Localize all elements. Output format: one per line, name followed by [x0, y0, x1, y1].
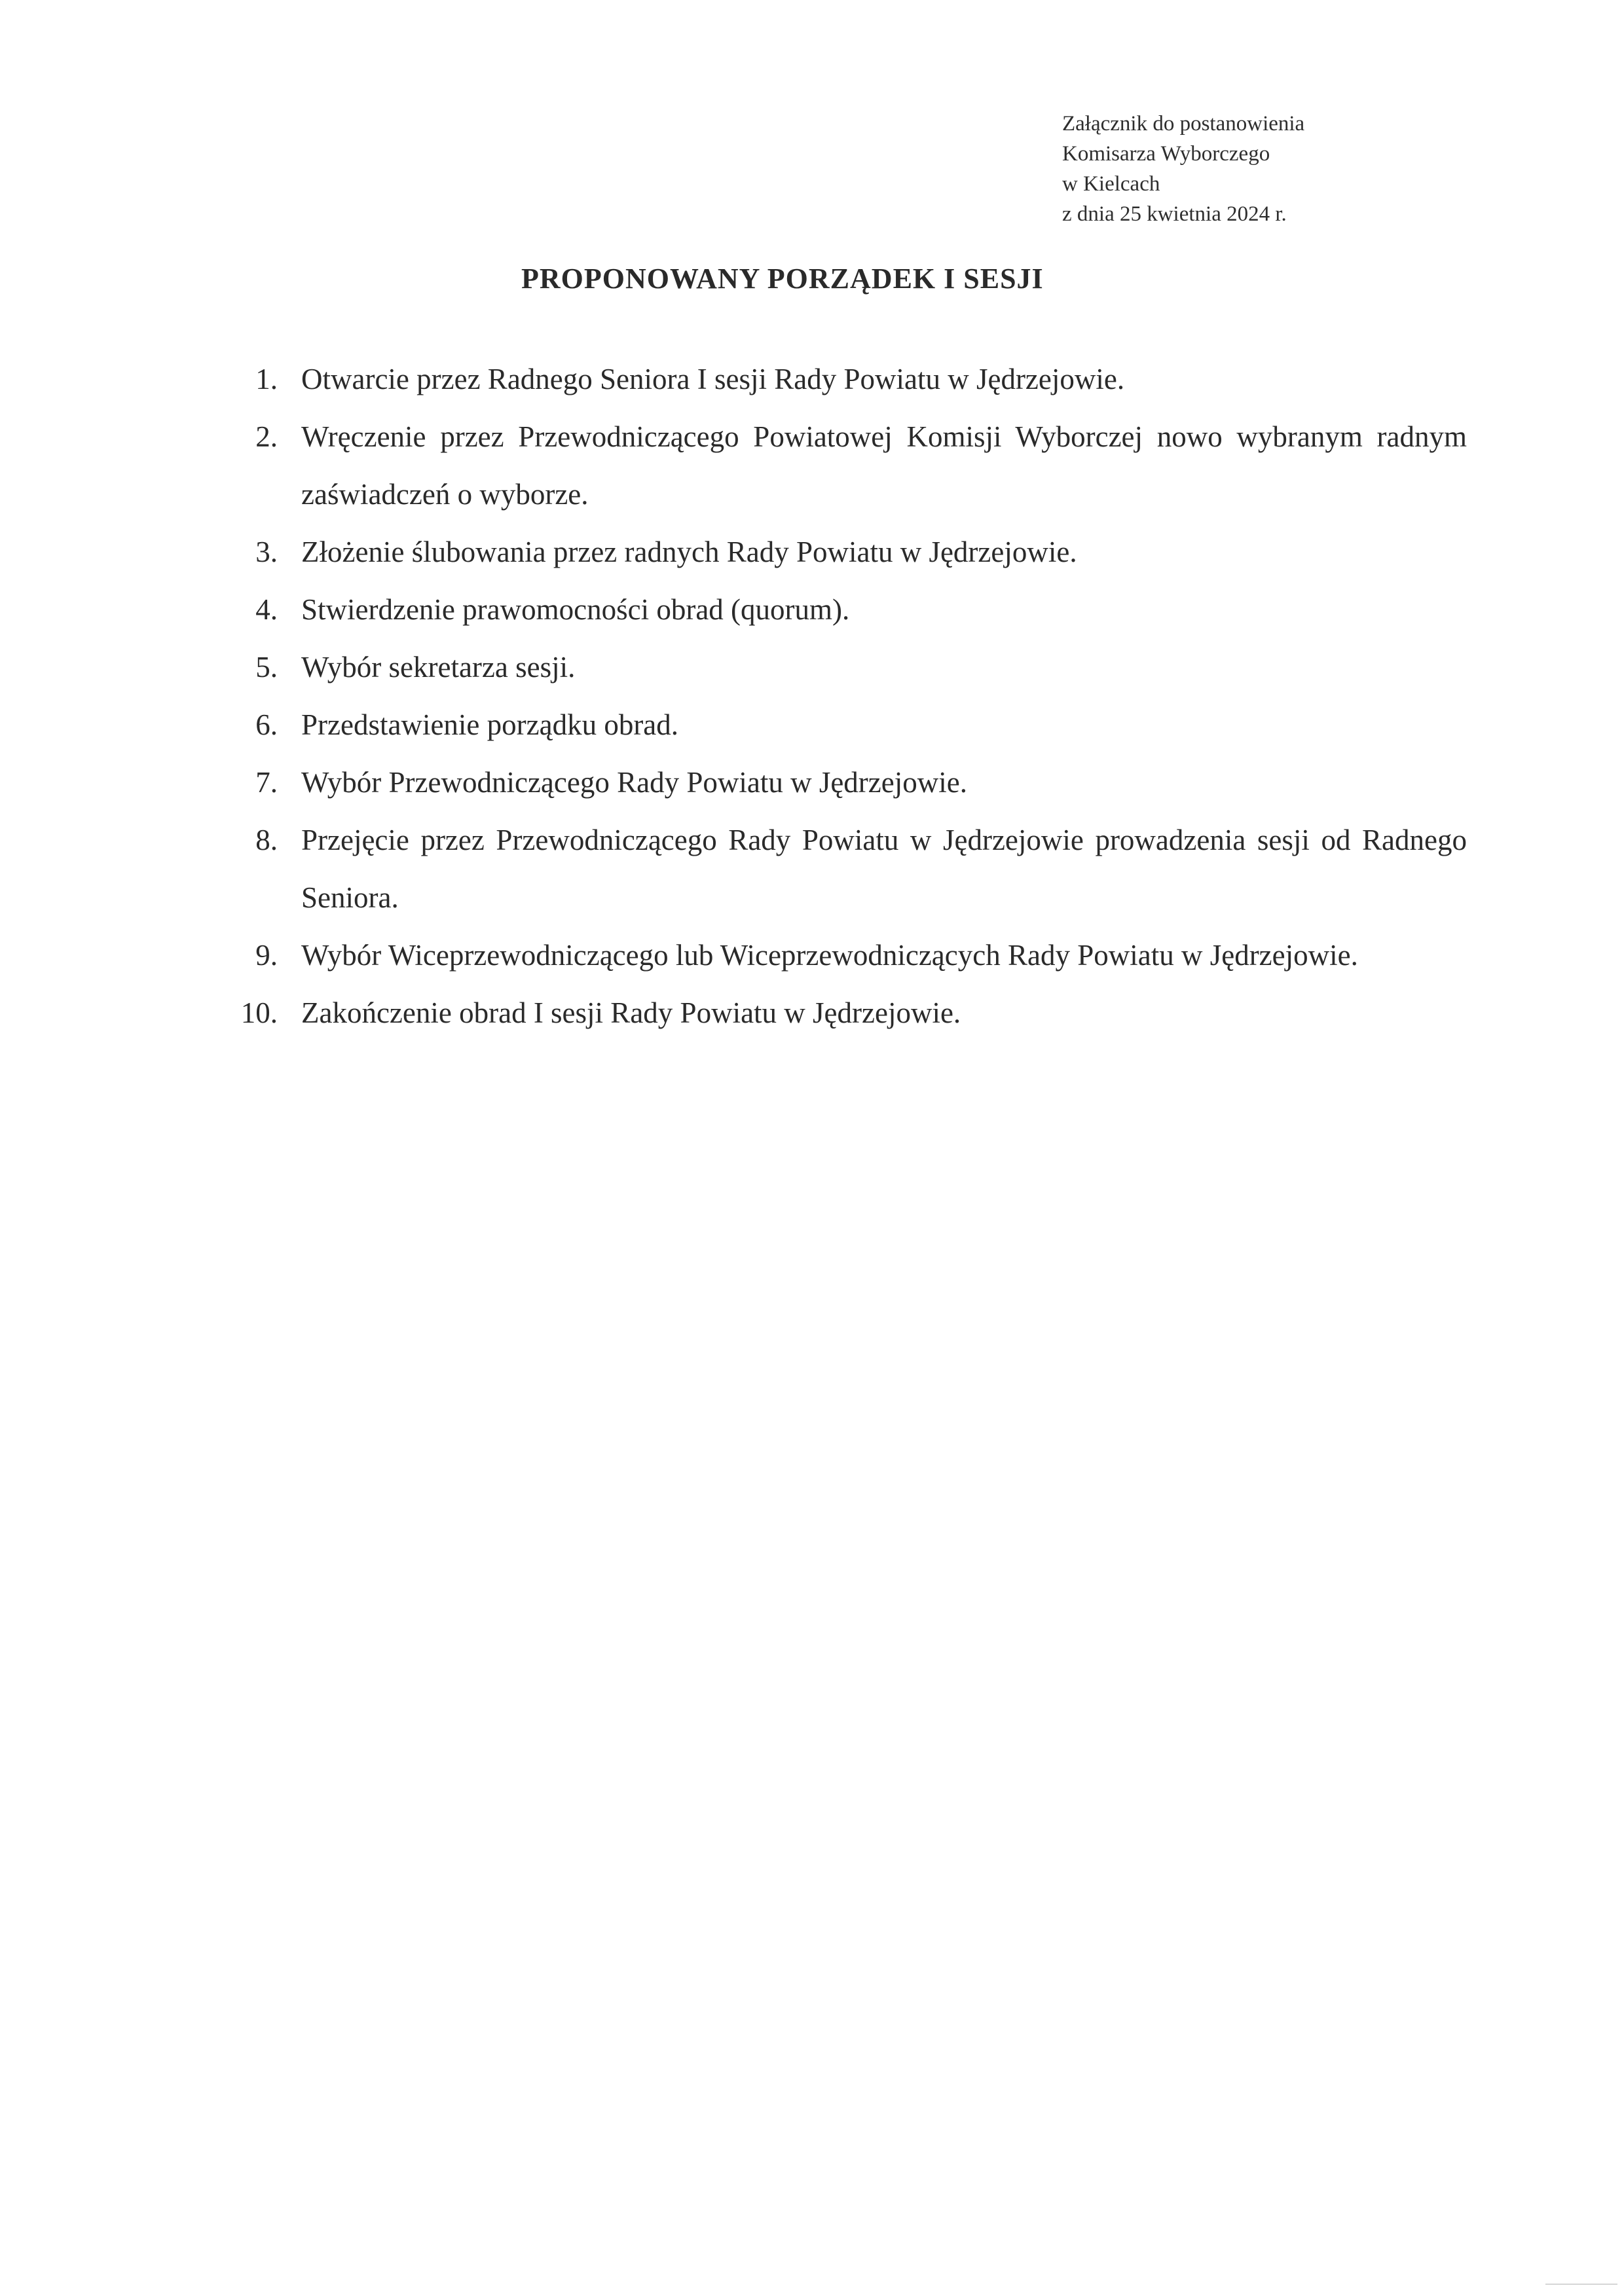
agenda-item-number: 10.: [240, 996, 278, 1029]
agenda-item-number: 4.: [255, 593, 278, 626]
annex-date-line: z dnia 25 kwietnia 2024 r.: [1062, 202, 1287, 226]
agenda-item: [223, 696, 1467, 754]
agenda-item: [223, 350, 1467, 408]
agenda-list: [223, 350, 1467, 1042]
annex-line: w Kielcach: [1062, 172, 1160, 196]
agenda-item-text: Wręczenie przez Przewodniczącego Powiatowej Komisji Wyborczej nowo wybranym radnym zaświadczeń o wyborze.: [301, 420, 1467, 511]
agenda-item: [223, 638, 1467, 696]
agenda-item-number: 3.: [255, 536, 278, 568]
agenda-item-text: Przejęcie przez Przewodniczącego Rady Powiatu w Jędrzejowie prowadzenia sesji od Radnego Seniora.: [301, 824, 1467, 914]
agenda-item-text: Złożenie ślubowania przez radnych Rady Powiatu w Jędrzejowie.: [301, 536, 1077, 568]
agenda-item-number: 2.: [255, 420, 278, 453]
agenda-item: [223, 754, 1467, 811]
agenda-item: [223, 523, 1467, 581]
annex-note: [1062, 109, 1304, 229]
agenda-item-text: Wybór Przewodniczącego Rady Powiatu w Jędrzejowie.: [301, 766, 967, 799]
agenda-item: [223, 811, 1467, 926]
agenda-item: [223, 581, 1467, 638]
agenda-item-text: Zakończenie obrad I sesji Rady Powiatu w Jędrzejowie.: [301, 996, 961, 1029]
scan-artifact: [1545, 2284, 1617, 2285]
agenda-item-text: Wybór Wiceprzewodniczącego lub Wiceprzewodniczących Rady Powiatu w Jędrzejowie.: [301, 939, 1358, 972]
agenda-item-number: 6.: [255, 708, 278, 741]
agenda-item-text: Wybór sekretarza sesji.: [301, 651, 576, 683]
document-title: PROPONOWANY PORZĄDEK I SESJI: [521, 263, 1044, 295]
agenda-item: [223, 984, 1467, 1042]
annex-line: Komisarza Wyborczego: [1062, 142, 1270, 166]
agenda-item-text: Stwierdzenie prawomocności obrad (quorum).: [301, 593, 850, 626]
agenda-item-number: 8.: [255, 824, 278, 856]
agenda-item-text: Otwarcie przez Radnego Seniora I sesji Rady Powiatu w Jędrzejowie.: [301, 363, 1125, 395]
agenda-item-number: 9.: [255, 939, 278, 972]
agenda-item: [223, 408, 1467, 523]
annex-line: Załącznik do postanowienia: [1062, 112, 1305, 136]
agenda-item-number: 1.: [255, 363, 278, 395]
agenda-item-number: 5.: [255, 651, 278, 683]
agenda-item-text: Przedstawienie porządku obrad.: [301, 708, 679, 741]
agenda-item-number: 7.: [255, 766, 278, 799]
agenda-item: [223, 926, 1467, 984]
